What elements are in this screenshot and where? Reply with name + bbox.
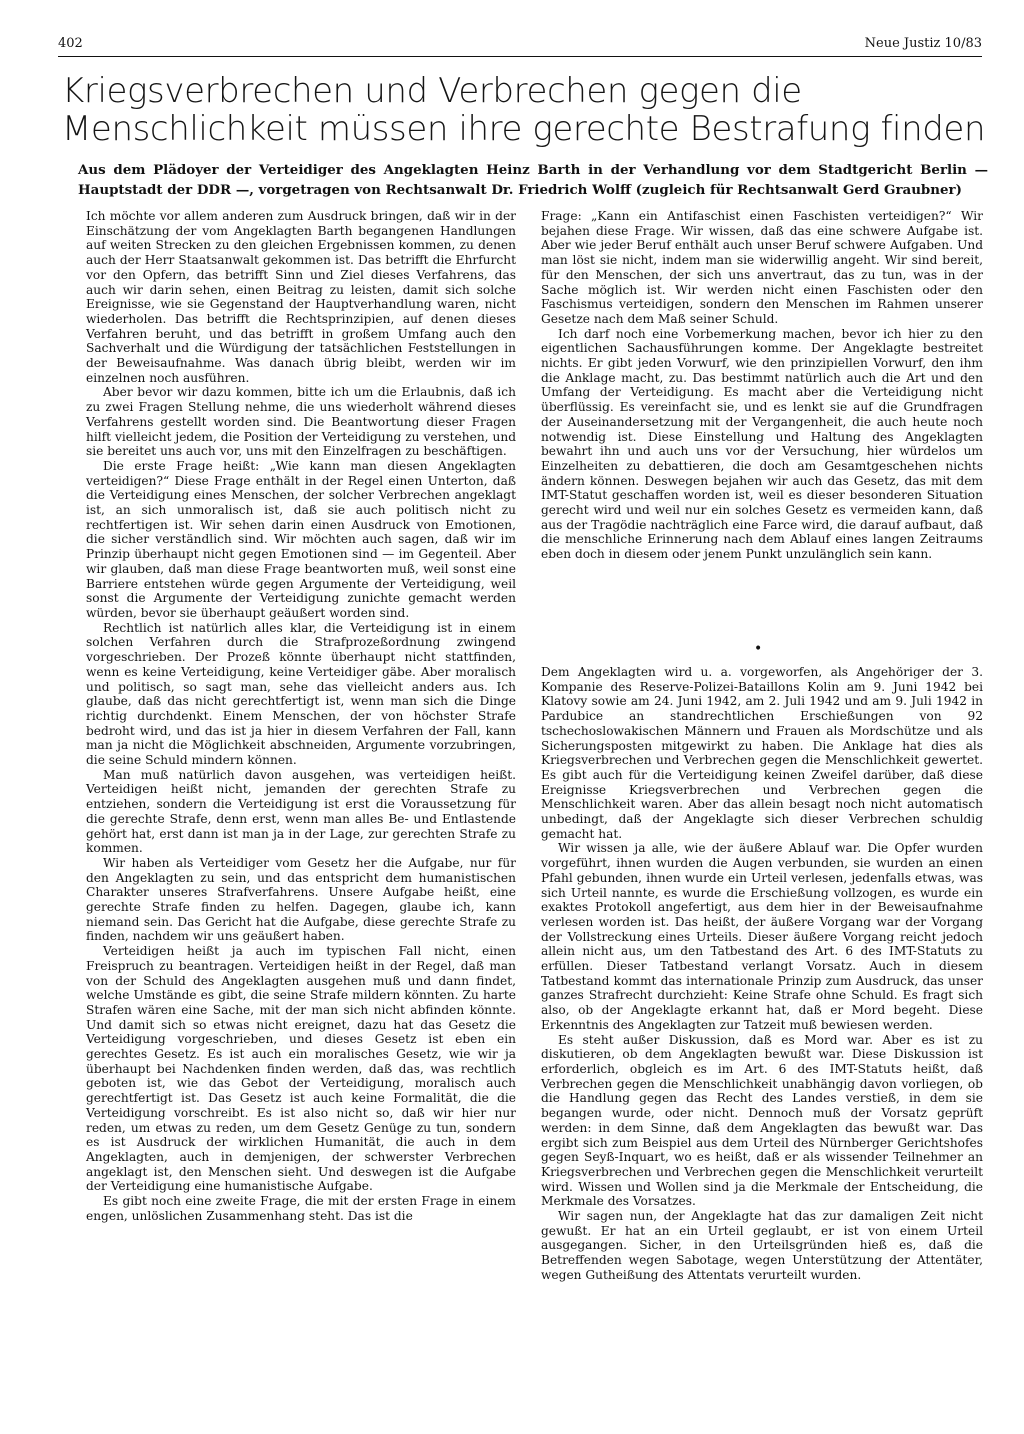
paragraph: Ich möchte vor allem anderen zum Ausdruck bringen, daß wir in der Einschätzung der vom Angeklagten Barth begangenen Handlungen auf weiten Strecken zu den gleichen Ergebnissen kommen, zu denen auch der Herr Staatsanwalt gekommen ist. Das betrifft die Ehrfurcht vor den Opfern, das betrifft Sinn und Ziel dieses Verfahrens, das auch wir darin sehen, einen Beitrag zu leisten, damit sich solche Ereignisse, wie sie Gegenstand der Hauptverhandlung waren, nicht wiederholen. Das betrifft die Rechtsprinzipien, auf denen dieses Verfahren beruht, und das betrifft in großem Umfang auch den Sachverhalt und die Würdigung der tatsächlichen Feststellungen in der Beweisaufnahme. Was danach übrig bleibt, werden wir im einzelnen noch ausführen. — [86, 209, 516, 385]
section-separator: • — [754, 641, 763, 657]
paragraph: Die erste Frage heißt: „Wie kann man diesen Angeklagten verteidigen?“ Diese Frage enthält in der Regel einen Unterton, daß die Verteidigung eines Menschen, der solcher Verbrechen angeklagt ist, an sich unmoralisch ist, daß sie auch politisch nicht zu rechtfertigen ist. Wir sehen darin einen Ausdruck von Emotionen, die sicher verständlich sind. Wir möchten auch sagen, daß wir im Prinzip überhaupt nicht gegen Emotionen sind — im Gegenteil. Aber wir glauben, daß man diese Frage beantworten muß, weil sonst eine Barriere entstehen würde gegen Argumente der Verteidigung, weil sonst die Argumente der Verteidigung zunichte gemacht werden würden, bevor sie überhaupt geäußert worden sind. — [86, 458, 516, 620]
paragraph: Aber bevor wir dazu kommen, bitte ich um die Erlaubnis, daß ich zu zwei Fragen Stellung nehme, die uns wiederholt während dieses Verfahrens gestellt worden sind. Die Beantwortung dieser Fragen hilft vielleicht jedem, die Position der Verteidigung zu verstehen, und sie bereitet uns auch vor, uns mit den Einzelfragen zu beschäftigen. — [86, 385, 516, 459]
journal-issue: Neue Justiz 10/83 — [864, 36, 982, 51]
paragraph: Ich darf noch eine Vorbemerkung machen, bevor ich hier zu den eigentlichen Sachausführungen komme. Der Angeklagte bestreitet nichts. Er gibt jeden Vorwurf, wie den prinzipiellen Vorwurf, den ihm die Anklage macht, zu. Das bestimmt natürlich auch die Art und den Umfang der Verteidigung. Es macht aber die Verteidigung nicht überflüssig. Es vereinfacht sie, und es lenkt sie auf die Grundfragen der Auseinandersetzung mit der Vergangenheit, die auch heute noch notwendig ist. Diese Einstellung und Haltung des Angeklagten bewahrt ihn und auch uns vor der Versuchung, hier würdelos um Einzelheiten zu debattieren, die doch am Gesamtgeschehen nichts ändern können. Deswegen bejahen wir auch das Gesetz, das mit dem IMT-Statut geschaffen worden ist, weil es dieser besonderen Situation gerecht wird und weil nur ein solches Gesetz es vermeiden kann, daß aus der Tragödie nachträglich eine Farce wird, die darauf aufbaut, daß die menschliche Erinnerung nach dem Ablauf eines langen Zeitraums eben doch in diesem oder jenem Punkt unzulänglich sein kann. — [541, 326, 983, 562]
paragraph: Wir haben als Verteidiger vom Gesetz her die Aufgabe, nur für den Angeklagten zu sein, und das entspricht dem humanistischen Charakter unseres Strafverfahrens. Unsere Aufgabe heißt, eine gerechte Strafe finden zu helfen. Dagegen, glaube ich, kann niemand sein. Das Gericht hat die Aufgabe, diese gerechte Strafe zu finden, nachdem wir uns geäußert haben. — [86, 855, 516, 944]
column-right-bottom — [541, 665, 983, 1283]
running-header — [58, 36, 982, 57]
column-right-top — [541, 209, 983, 562]
paragraph: Dem Angeklagten wird u. a. vorgeworfen, als Angehöriger der 3. Kompanie des Reserve-Polizei-Bataillons Kolin am 9. Juni 1942 bei Klatovy sowie am 24. Juni 1942, am 2. Juli 1942 und am 9. Juli 1942 in Pardubice an standrechtlichen Erschießungen von 92 tschechoslowakischen Männern und Frauen als Mordschütze und als Sicherungsposten mitgewirkt zu haben. Die Anklage hat dies als Kriegsverbrechen und Verbrechen gegen die Menschlichkeit gewertet. Es gibt auch für die Verteidigung keinen Zweifel darüber, daß diese Ereignisse Kriegsverbrechen und Verbrechen gegen die Menschlichkeit waren. Aber das allein besagt noch nicht automatisch unbedingt, daß der Angeklagte sich dieser Verbrechen schuldig gemacht hat. — [541, 665, 983, 841]
paragraph: Es steht außer Diskussion, daß es Mord war. Aber es ist zu diskutieren, ob dem Angeklagten bewußt war. Diese Diskussion ist erforderlich, obgleich es im Art. 6 des IMT-Statuts heißt, daß Verbrechen gegen die Menschlichkeit unabhängig davon vorliegen, ob die Handlung gegen das Recht des Landes verstieß, in dem sie begangen wurde, oder nicht. Dennoch muß der Vorsatz geprüft werden: in dem Sinne, daß dem Angeklagten das bewußt war. Das ergibt sich zum Beispiel aus dem Urteil des Nürnberger Gerichtshofes gegen Seyß-Inquart, wo es heißt, daß er als wissender Teilnehmer an Kriegsverbrechen und Verbrechen gegen die Menschlichkeit verurteilt wird. Wissen und Wollen sind ja die Merkmale der Entscheidung, die Merkmale des Vorsatzes. — [541, 1032, 983, 1209]
paragraph: Rechtlich ist natürlich alles klar, die Verteidigung ist in einem solchen Verfahren durch die Strafprozeßordnung zwingend vorgeschrieben. Der Prozeß könnte überhaupt nicht stattfinden, wenn es keine Verteidigung, keine Verteidiger gäbe. Aber moralisch und politisch, so sagt man, sehe das vielleicht anders aus. Ich glaube, daß das nicht gerechtfertigt ist, wenn man sich die Dinge richtig durchdenkt. Einem Menschen, der von höchster Strafe bedroht wird, und das ist ja hier in diesem Verfahren der Fall, kann man ja nicht die Möglichkeit abschneiden, Argumente vorzubringen, die seine Schuld mindern können. — [86, 620, 516, 768]
article-intro: Aus dem Plädoyer der Verteidiger des Angeklagten Heinz Barth in der Verhandlung vor dem Stadtgericht Berlin — Hauptstadt der DDR —, vorgetragen von Rechtsanwalt Dr. Friedrich Wolff (zugleich für Rechtsanwalt Gerd Graubner) — [78, 162, 988, 198]
paragraph: Wir sagen nun, der Angeklagte hat das zur damaligen Zeit nicht gewußt. Er hat an ein Urteil geglaubt, er ist von einem Urteil ausgegangen. Sicher, in den Urteilsgründen hieß es, daß die Betreffenden wegen Sabotage, wegen Unterstützung der Attentäter, wegen Gutheißung des Attentats verurteilt wurden. — [541, 1209, 983, 1282]
paragraph: Wir wissen ja alle, wie der äußere Ablauf war. Die Opfer wurden vorgeführt, ihnen wurden die Augen verbunden, sie wurden an einen Pfahl gebunden, ihnen wurde ein Urteil verlesen, jedenfalls etwas, was sich Urteil nannte, es wurde die Erschießung vollzogen, es wurde ein exaktes Protokoll angefertigt, aus dem hier in der Beweisaufnahme verlesen worden ist. Das heißt, der äußere Vorgang war der Vorgang der Vollstreckung eines Urteils. Dieser äußere Vorgang reicht jedoch allein nicht aus, um den Tatbestand des Art. 6 des IMT-Statuts zu erfüllen. Dieser Tatbestand verlangt Vorsatz. Auch in diesem Tatbestand kommt das internationale Prinzip zum Ausdruck, das unser ganzes Strafrecht durchzieht: Keine Strafe ohne Schuld. Es fragt sich also, ob der Angeklagte erkannt hat, daß er Mord begeht. Diese Erkenntnis des Angeklagten zur Tatzeit muß bewiesen werden. — [541, 841, 983, 1032]
paragraph: Es gibt noch eine zweite Frage, die mit der ersten Frage in einem engen, unlöslichen Zusammenhang steht. Das ist die — [86, 1194, 516, 1223]
paragraph: Verteidigen heißt ja auch im typischen Fall nicht, einen Freispruch zu beantragen. Verteidigen heißt in der Regel, daß man von der Schuld des Angeklagten ausgehen muß und dann findet, welche Umstände es gibt, die seine Strafe mildern könnten. Zu harte Strafen wären eine Sache, mit der man sich nicht abfinden könnte. Und damit sich so etwas nicht ereignet, dazu hat das Gesetz die Verteidigung vorgeschrieben, und dieses Gesetz ist eben ein gerechtes Gesetz. Es ist auch ein moralisches Gesetz, wie wir ja überhaupt bei Nachdenken finden werden, daß das, was rechtlich geboten ist, wie das Gebot der Verteidigung, moralisch auch gerechtfertigt ist. Das Gesetz ist auch keine Formalität, die die Verteidigung vorschreibt. Es ist also nicht so, daß wir hier nur reden, um etwas zu reden, um dem Gesetz Genüge zu tun, sondern es ist Ausdruck der wirklichen Humanität, die auch in dem Angeklagten, auch in demjenigen, der schwerster Verbrechen angeklagt ist, den Menschen sieht. Und deswegen ist die Aufgabe der Verteidigung eine humanistische Aufgabe. — [86, 944, 516, 1194]
paragraph: Frage: „Kann ein Antifaschist einen Faschisten verteidigen?“ Wir bejahen diese Frage. Wir wissen, daß das eine schwere Aufgabe ist. Aber wie jeder Beruf enthält auch unser Beruf schwere Aufgaben. Und man löst sie nicht, indem man sie widerwillig angeht. Wir sind bereit, für den Menschen, der sich uns anvertraut, das zu tun, was in der Sache möglich ist. Wir werden nicht einen Faschisten oder den Faschismus verteidigen, sondern den Menschen im Rahmen unserer Gesetze nach dem Maß seiner Schuld. — [541, 209, 983, 326]
article-title: Kriegsverbrechen und Verbrechen gegen die Menschlichkeit müssen ihre gerechte Bestrafung finden — [62, 71, 986, 149]
page-number: 402 — [58, 36, 83, 51]
paragraph: Man muß natürlich davon ausgehen, was verteidigen heißt. Verteidigen heißt nicht, jemanden der gerechten Strafe zu entziehen, sondern die Verteidigung ist erst die Voraussetzung für die gerechte Strafe, denn erst, wenn man alles Be- und Entlastende gehört hat, erst dann ist man ja in der Lage, zur gerechten Strafe zu kommen. — [86, 767, 516, 856]
column-left — [86, 209, 516, 1224]
